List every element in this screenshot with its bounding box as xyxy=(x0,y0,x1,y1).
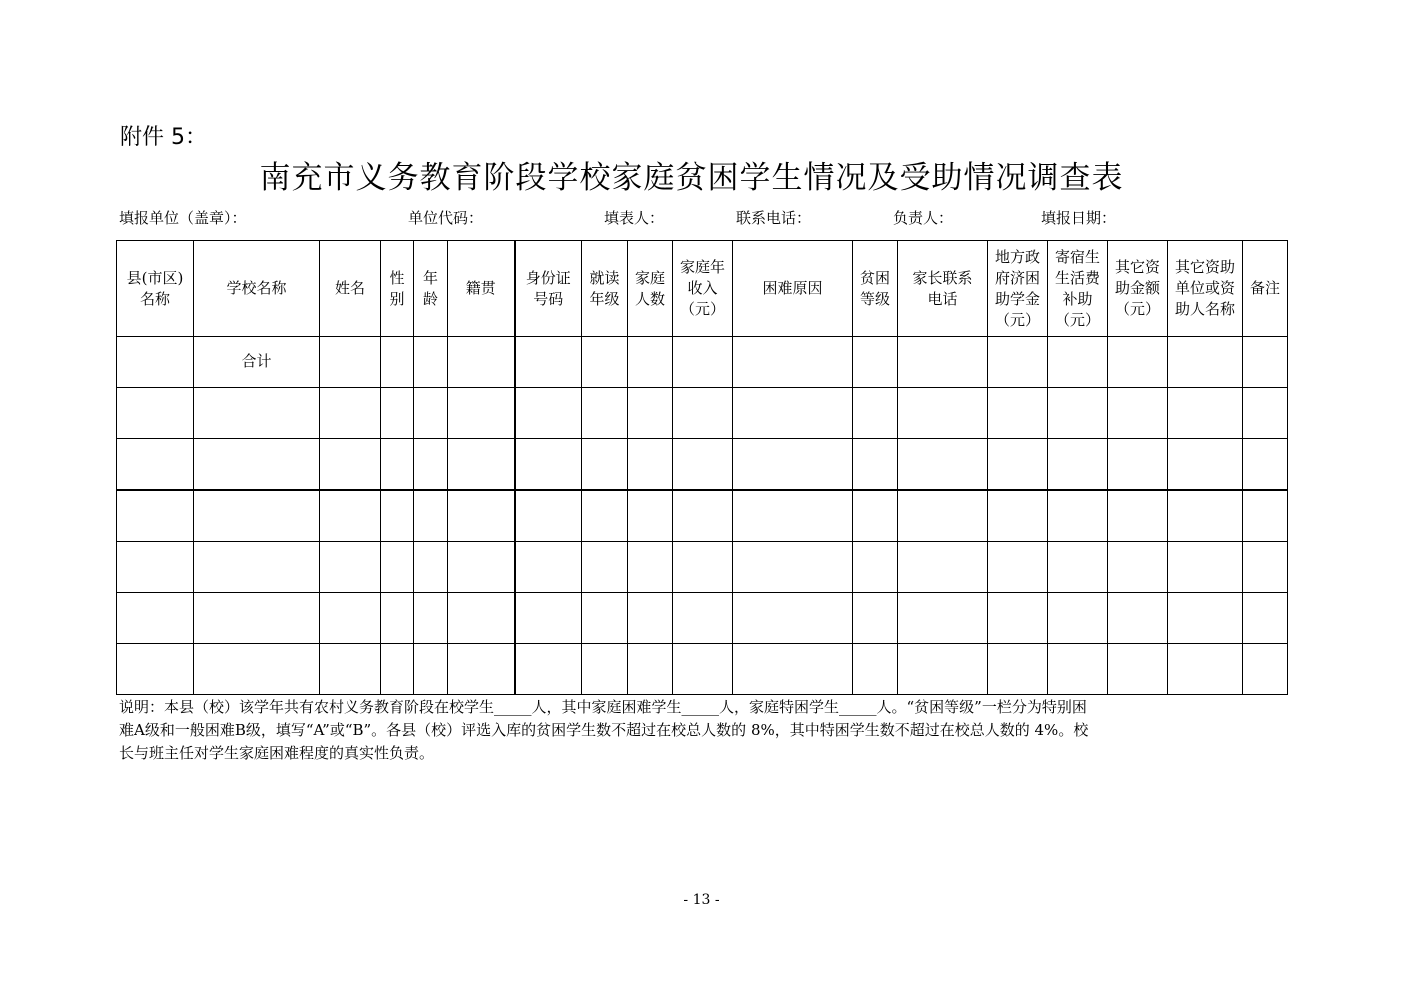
table-cell[interactable] xyxy=(414,388,448,439)
table-cell[interactable] xyxy=(194,593,320,644)
column-header xyxy=(1108,241,1168,337)
note-line: 长与班主任对学生家庭困难程度的真实性负责。 xyxy=(119,744,435,762)
column-header-line: 学校名称 xyxy=(226,279,287,297)
table-cell[interactable] xyxy=(582,593,628,644)
column-header-line: 就读 xyxy=(589,268,620,287)
table-cell[interactable] xyxy=(733,388,853,439)
column-header xyxy=(582,241,628,337)
form-fields-row xyxy=(0,207,1403,229)
table-cell[interactable] xyxy=(853,388,898,439)
table-row xyxy=(117,542,1288,593)
table-cell[interactable] xyxy=(898,542,988,593)
column-header-line: 府济困 xyxy=(994,268,1040,287)
table-cell[interactable] xyxy=(582,439,628,491)
column-header-line: 其它资助 xyxy=(1174,258,1235,276)
table-cell[interactable] xyxy=(1048,439,1108,491)
column-header-line: 生活费 xyxy=(1054,268,1100,287)
column-header xyxy=(628,241,673,337)
table-cell[interactable] xyxy=(448,644,515,695)
column-header xyxy=(1048,241,1108,337)
table-cell[interactable] xyxy=(853,490,898,542)
table-cell[interactable] xyxy=(1168,439,1243,491)
total-label: 合计 xyxy=(194,337,320,388)
column-header xyxy=(194,241,320,337)
field-filler: 填表人： xyxy=(604,209,665,227)
table-cell[interactable] xyxy=(733,490,853,542)
table-cell[interactable] xyxy=(988,644,1048,695)
table-cell[interactable] xyxy=(194,439,320,491)
column-header xyxy=(1243,241,1288,337)
column-header-line: 单位或资 xyxy=(1174,279,1235,297)
table-cell[interactable] xyxy=(381,388,414,439)
survey-table xyxy=(116,240,1288,695)
column-header-line: 龄 xyxy=(422,289,438,308)
table-cell[interactable] xyxy=(733,542,853,593)
column-header-line: 寄宿生 xyxy=(1054,247,1100,266)
field-phone: 联系电话： xyxy=(736,209,812,227)
table-cell[interactable] xyxy=(988,388,1048,439)
table-cell[interactable] xyxy=(117,439,194,491)
table-cell[interactable] xyxy=(673,542,733,593)
column-header-line: 收入 xyxy=(687,279,718,297)
table-cell[interactable] xyxy=(628,542,673,593)
table-cell[interactable] xyxy=(320,542,381,593)
column-header-line: 助金额 xyxy=(1114,279,1160,297)
column-header-line: 地方政 xyxy=(994,247,1040,266)
table-cell[interactable] xyxy=(117,337,194,388)
table-cell[interactable] xyxy=(673,490,733,542)
column-header-line: 年 xyxy=(422,268,438,287)
table-cell[interactable] xyxy=(1108,593,1168,644)
table-cell[interactable] xyxy=(515,439,582,491)
table-cell[interactable] xyxy=(898,337,988,388)
column-header xyxy=(320,241,381,337)
column-header-line: （元） xyxy=(994,310,1040,329)
column-header xyxy=(1168,241,1243,337)
table-cell[interactable] xyxy=(414,490,448,542)
table-cell[interactable] xyxy=(1048,337,1108,388)
table-cell[interactable] xyxy=(1048,593,1108,644)
field-responsible: 负责人： xyxy=(893,209,954,227)
table-cell[interactable] xyxy=(853,542,898,593)
table-cell[interactable] xyxy=(673,337,733,388)
column-header-line: 年级 xyxy=(589,289,620,308)
table-cell[interactable] xyxy=(448,388,515,439)
table-cell[interactable] xyxy=(582,337,628,388)
column-header-line: 姓名 xyxy=(334,279,365,297)
table-cell[interactable] xyxy=(1048,542,1108,593)
column-header xyxy=(733,241,853,337)
field-fill-unit: 填报单位（盖章）： xyxy=(119,209,247,227)
column-header xyxy=(381,241,414,337)
table-cell[interactable] xyxy=(853,644,898,695)
table-cell[interactable] xyxy=(1243,388,1288,439)
table-cell[interactable] xyxy=(988,542,1048,593)
form-title: 南充市义务教育阶段学校家庭贫困学生情况及受助情况调查表 xyxy=(259,160,1124,196)
column-header-line: 名称 xyxy=(139,289,170,308)
table-cell[interactable] xyxy=(1168,644,1243,695)
table-cell[interactable] xyxy=(582,542,628,593)
column-header-line: （元） xyxy=(679,300,725,318)
table-cell[interactable] xyxy=(194,542,320,593)
table-cell[interactable] xyxy=(381,490,414,542)
column-header-line: （元） xyxy=(1114,300,1160,318)
column-header-line: 人数 xyxy=(634,289,665,308)
column-header-line: 籍贯 xyxy=(465,279,496,297)
table-cell[interactable] xyxy=(988,490,1048,542)
header-row xyxy=(117,241,1288,337)
table-cell[interactable] xyxy=(853,593,898,644)
table-cell[interactable] xyxy=(853,439,898,491)
field-date: 填报日期： xyxy=(1041,209,1117,227)
table-cell[interactable] xyxy=(1243,593,1288,644)
table-cell[interactable] xyxy=(628,337,673,388)
table-cell[interactable] xyxy=(1243,337,1288,388)
table-cell[interactable] xyxy=(628,490,673,542)
table-cell[interactable] xyxy=(1168,490,1243,542)
table-cell[interactable] xyxy=(1168,593,1243,644)
table-cell[interactable] xyxy=(1243,439,1288,491)
table-cell[interactable] xyxy=(1108,542,1168,593)
table-cell[interactable] xyxy=(1243,542,1288,593)
table-cell[interactable] xyxy=(448,593,515,644)
table-cell[interactable] xyxy=(414,593,448,644)
table-cell[interactable] xyxy=(733,439,853,491)
table-cell[interactable] xyxy=(320,644,381,695)
table-cell[interactable] xyxy=(381,593,414,644)
table-cell[interactable] xyxy=(320,388,381,439)
table-row xyxy=(117,490,1288,542)
table-cell[interactable] xyxy=(853,337,898,388)
table-cell[interactable] xyxy=(1108,439,1168,491)
table-cell[interactable] xyxy=(898,388,988,439)
table-cell[interactable] xyxy=(898,439,988,491)
table-cell[interactable] xyxy=(320,593,381,644)
table-cell[interactable] xyxy=(582,644,628,695)
table-cell[interactable] xyxy=(381,337,414,388)
table-cell[interactable] xyxy=(381,439,414,491)
table-cell[interactable] xyxy=(320,337,381,388)
column-header xyxy=(414,241,448,337)
column-header xyxy=(673,241,733,337)
explanation-note xyxy=(119,696,1269,765)
column-header-line: 身份证 xyxy=(525,268,571,287)
table-cell[interactable] xyxy=(381,542,414,593)
column-header-line: 助学金 xyxy=(994,289,1040,308)
table-cell[interactable] xyxy=(1048,490,1108,542)
column-header-line: 困难原因 xyxy=(762,279,823,297)
page-number: - 13 - xyxy=(683,892,720,908)
table-cell[interactable] xyxy=(673,644,733,695)
column-header-line: （元） xyxy=(1054,310,1100,329)
table-cell[interactable] xyxy=(733,644,853,695)
field-unit-code: 单位代码： xyxy=(408,209,484,227)
table-cell[interactable] xyxy=(1168,542,1243,593)
column-header-line: 家庭年 xyxy=(679,258,725,276)
table-row xyxy=(117,593,1288,644)
column-header-line: 性 xyxy=(389,268,405,287)
table-cell[interactable] xyxy=(448,490,515,542)
table-cell[interactable] xyxy=(515,337,582,388)
table-row xyxy=(117,388,1288,439)
table-cell[interactable] xyxy=(582,490,628,542)
table-cell[interactable] xyxy=(320,439,381,491)
table-cell[interactable] xyxy=(320,490,381,542)
table-cell[interactable] xyxy=(1108,490,1168,542)
table-cell[interactable] xyxy=(1168,337,1243,388)
table-cell[interactable] xyxy=(515,542,582,593)
table-cell[interactable] xyxy=(898,644,988,695)
table-cell[interactable] xyxy=(117,490,194,542)
table-row xyxy=(117,439,1288,491)
column-header xyxy=(898,241,988,337)
total-row xyxy=(117,337,1288,388)
column-header xyxy=(117,241,194,337)
table-cell[interactable] xyxy=(1108,337,1168,388)
column-header xyxy=(448,241,515,337)
table-cell[interactable] xyxy=(582,388,628,439)
table-cell[interactable] xyxy=(414,542,448,593)
table-cell[interactable] xyxy=(117,388,194,439)
table-cell[interactable] xyxy=(1168,388,1243,439)
table-cell[interactable] xyxy=(414,337,448,388)
column-header-line: 助人名称 xyxy=(1174,300,1235,318)
table-cell[interactable] xyxy=(515,490,582,542)
table-cell[interactable] xyxy=(733,337,853,388)
note-line: 说明：本县（校）该学年共有农村义务教育阶段在校学生_____人，其中家庭困难学生_____人，家庭特困学生_____人。“贫困等级”一栏分为特别困 xyxy=(119,698,1087,716)
table-cell[interactable] xyxy=(448,337,515,388)
table-cell[interactable] xyxy=(194,490,320,542)
table-cell[interactable] xyxy=(673,388,733,439)
table-cell[interactable] xyxy=(1108,388,1168,439)
table-cell[interactable] xyxy=(628,439,673,491)
table-cell[interactable] xyxy=(448,439,515,491)
table-cell[interactable] xyxy=(515,593,582,644)
table-cell[interactable] xyxy=(1243,644,1288,695)
column-header-line: 其它资 xyxy=(1114,258,1160,276)
table-cell[interactable] xyxy=(628,644,673,695)
table-cell[interactable] xyxy=(1048,644,1108,695)
table-cell[interactable] xyxy=(515,644,582,695)
table-cell[interactable] xyxy=(898,593,988,644)
table-cell[interactable] xyxy=(1108,644,1168,695)
column-header-line: 家长联系 xyxy=(912,268,973,287)
column-header xyxy=(515,241,582,337)
column-header-line: 别 xyxy=(389,289,405,308)
column-header-line: 等级 xyxy=(859,289,890,308)
column-header-line: 家庭 xyxy=(634,268,665,287)
table-cell[interactable] xyxy=(673,593,733,644)
table-cell[interactable] xyxy=(448,542,515,593)
table-cell[interactable] xyxy=(733,593,853,644)
table-cell[interactable] xyxy=(988,337,1048,388)
table-cell[interactable] xyxy=(194,644,320,695)
table-cell[interactable] xyxy=(1048,388,1108,439)
table-cell[interactable] xyxy=(673,439,733,491)
table-cell[interactable] xyxy=(381,644,414,695)
table-row xyxy=(117,644,1288,695)
column-header-line: 县(市区) xyxy=(126,268,184,287)
table-cell[interactable] xyxy=(117,593,194,644)
note-line: 难A级和一般困难B级，填写“A”或“B”。各县（校）评选入库的贫困学生数不超过在校总人数的 8%，其中特困学生数不超过在校总人数的 4%。校 xyxy=(119,721,1089,739)
table-cell[interactable] xyxy=(898,490,988,542)
column-header xyxy=(988,241,1048,337)
column-header-line: 备注 xyxy=(1249,279,1280,297)
attachment-label: 附件 5： xyxy=(120,125,207,150)
table-cell[interactable] xyxy=(515,388,582,439)
table-cell[interactable] xyxy=(414,439,448,491)
column-header-line: 补助 xyxy=(1062,289,1093,308)
table-cell[interactable] xyxy=(117,542,194,593)
table-cell[interactable] xyxy=(988,439,1048,491)
table-cell[interactable] xyxy=(988,593,1048,644)
table-cell[interactable] xyxy=(1243,490,1288,542)
column-header-line: 贫困 xyxy=(859,268,890,287)
column-header-line: 号码 xyxy=(533,289,564,308)
table-cell[interactable] xyxy=(628,593,673,644)
column-header-line: 电话 xyxy=(927,289,958,308)
column-header xyxy=(853,241,898,337)
table-cell[interactable] xyxy=(628,388,673,439)
table-cell[interactable] xyxy=(194,388,320,439)
table-cell[interactable] xyxy=(117,644,194,695)
table-cell[interactable] xyxy=(414,644,448,695)
